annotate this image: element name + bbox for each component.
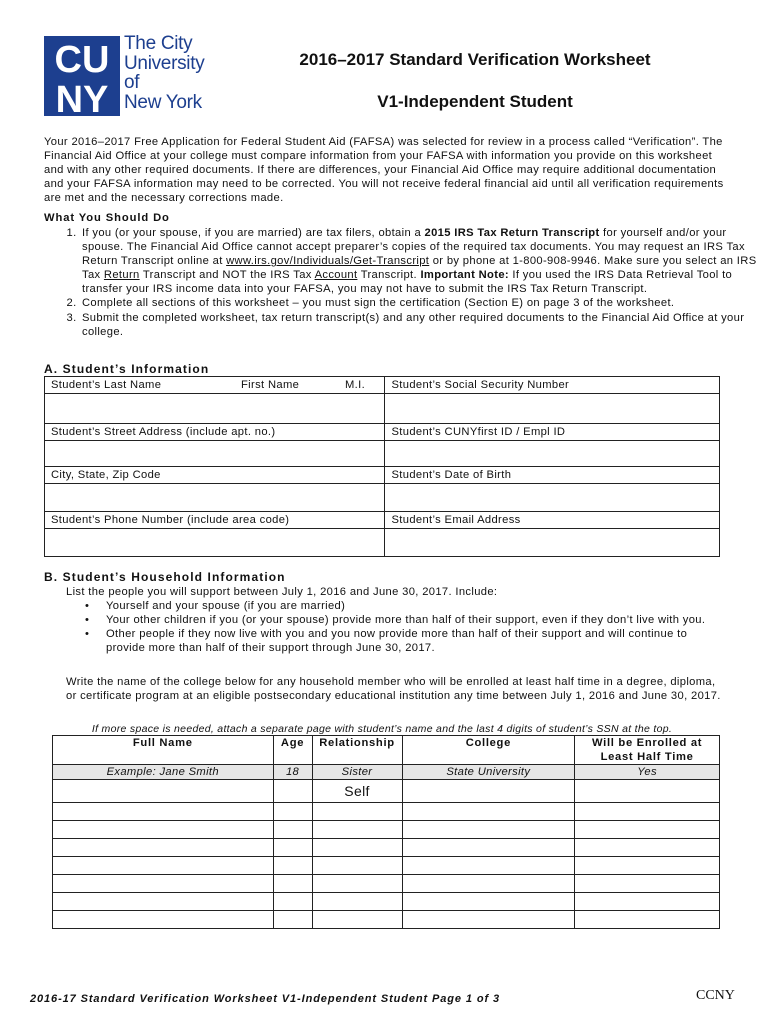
- cunyfirst-label: Student’s CUNYfirst ID / Empl ID: [385, 424, 720, 441]
- table-row: [53, 875, 720, 893]
- enrolled-cell[interactable]: [575, 780, 720, 803]
- age-cell[interactable]: [273, 780, 312, 803]
- table-row: [53, 893, 720, 911]
- col-full-name: Full Name: [53, 736, 274, 765]
- logo-line: of: [124, 72, 140, 93]
- page-title: 2016–2017 Standard Verification Worksheet: [299, 50, 651, 69]
- logo-line: The City: [124, 33, 193, 54]
- steps-list: [44, 226, 770, 339]
- col-college: College: [402, 736, 575, 765]
- list-item: • Yourself and your spouse (if you are married): [106, 599, 726, 613]
- ssn-field[interactable]: [385, 394, 720, 424]
- logo-line: University: [124, 52, 205, 74]
- college-cell[interactable]: [402, 780, 575, 803]
- what-you-should-do-heading: What You Should Do: [44, 212, 170, 224]
- logo-line: New York: [124, 91, 202, 113]
- space-note: If more space is needed, attach a separate page with student’s name and the last 4 digits of student’s SSN at the top.: [91, 723, 673, 735]
- college-note: Write the name of the college below for any household member who will be enrolled at least half time in a degree, diploma, or certificate program at an eligible postsecondary educational institution any time between July 1, 2016 and June 30, 2017.: [66, 676, 721, 703]
- name-cell[interactable]: [53, 780, 274, 803]
- step-1: 1. If you (or your spouse, if you are married) are tax filers, obtain a 2015 IRS Tax Return Transcript for yourself and/or your spouse. The Financial Aid Office cannot accept preparer’s copies of the required tax documents. You may request an IRS Tax Return Transcript online at www.irs.gov/Individuals/Get-Transcript or by phone at 1-800-908-9946. Make sure you select an IRS Tax Return Transcript and NOT the IRS Tax Account Transcript. Important Note: If you used the IRS Data Retrieval Tool to transfer your IRS income data into your FAFSA, you may not have to submit the IRS Tax Return Transcript.: [80, 226, 770, 296]
- list-item: • Your other children if you (or your spouse) provide more than half of their support, even if they don’t live with you.: [106, 613, 726, 627]
- household-list-intro: List the people you will support between July 1, 2016 and June 30, 2017. Include:: [66, 586, 498, 598]
- ssn-label: Student’s Social Security Number: [385, 377, 720, 394]
- email-label: Student’s Email Address: [385, 512, 720, 529]
- section-b-heading: B. Student’s Household Information: [44, 570, 286, 584]
- logo-mark-top: CU: [54, 39, 110, 81]
- list-item: • Other people if they now live with you and you now provide more than half of their support and will continue to provide more than half of their support through June 30, 2017.: [106, 627, 726, 655]
- example-row: Example: Jane Smith 18 Sister State University Yes: [53, 765, 720, 780]
- cunyfirst-field[interactable]: [385, 441, 720, 467]
- logo-wordmark: [124, 34, 204, 112]
- table-row: [53, 839, 720, 857]
- table-row: [53, 803, 720, 821]
- col-enrolled: Will be Enrolled at Least Half Time: [575, 736, 720, 765]
- logo-mark-bottom: NY: [55, 79, 109, 116]
- street-label: Student’s Street Address (include apt. no.): [45, 424, 385, 441]
- email-field[interactable]: [385, 529, 720, 557]
- table-row: [53, 780, 720, 803]
- irs-transcript-link[interactable]: www.irs.gov/Individuals/Get-Transcript: [226, 255, 430, 268]
- col-age: Age: [273, 736, 312, 765]
- dob-label: Student’s Date of Birth: [385, 467, 720, 484]
- step-2: 2. Complete all sections of this worksheet – you must sign the certification (Section E) on page 3 of the worksheet.: [80, 296, 770, 310]
- intro-paragraph: Your 2016–2017 Free Application for Federal Student Aid (FAFSA) was selected for review in a process called “Verification”. The Financial Aid Office at your college must compare information from your FAFSA with information you provide on this worksheet and with any other required documents. If there are differences, your Financial Aid Office may require additional documentation and your FAFSA information may need to be corrected. You will not receive federal financial aid until all verification requirements are met and the necessary corrections made.: [44, 136, 724, 205]
- cuny-logo: [44, 36, 120, 116]
- page-footer: 2016-17 Standard Verification Worksheet V1-Independent Student Page 1 of 3: [30, 993, 501, 1005]
- last-name-label: Student’s Last Name First Name M.I.: [45, 377, 385, 394]
- ccny-stamp: CCNY: [696, 988, 735, 1003]
- student-info-table: [44, 376, 720, 557]
- dob-field[interactable]: [385, 484, 720, 512]
- household-table: [52, 735, 720, 929]
- household-bullets: [66, 599, 726, 655]
- table-row: [53, 821, 720, 839]
- city-field[interactable]: [45, 484, 385, 512]
- section-b-body: [66, 585, 726, 655]
- phone-field[interactable]: [45, 529, 385, 557]
- section-a-heading: A. Student’s Information: [44, 362, 210, 376]
- page-subtitle: V1-Independent Student: [377, 92, 573, 111]
- city-label: City, State, Zip Code: [45, 467, 385, 484]
- table-row: [53, 857, 720, 875]
- col-relationship: Relationship: [312, 736, 402, 765]
- table-row: [53, 911, 720, 929]
- relationship-cell[interactable]: Self: [312, 780, 402, 803]
- name-field[interactable]: [45, 394, 385, 424]
- street-field[interactable]: [45, 441, 385, 467]
- step-3: 3. Submit the completed worksheet, tax return transcript(s) and any other required documents to the Financial Aid Office at your college.: [80, 311, 770, 339]
- phone-label: Student’s Phone Number (include area code): [45, 512, 385, 529]
